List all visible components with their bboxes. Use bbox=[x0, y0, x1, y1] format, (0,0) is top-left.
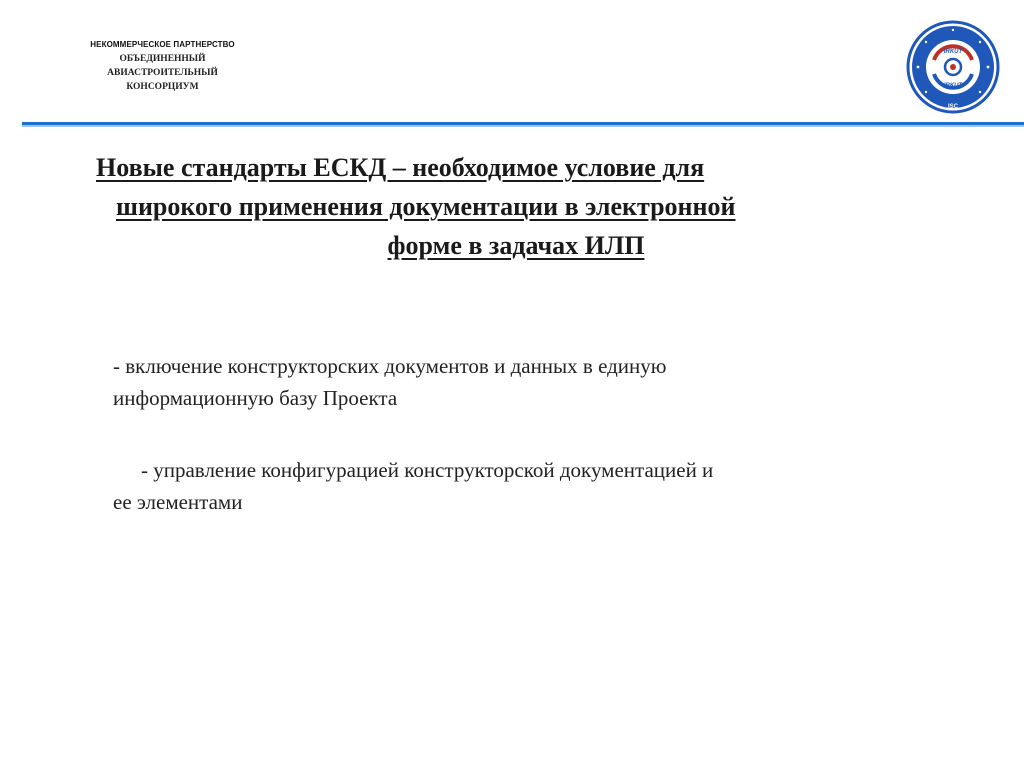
org-name-line: ОБЪЕДИНЕННЫЙ bbox=[119, 54, 206, 64]
slide-title bbox=[96, 148, 936, 265]
bullet-text: - управление конфигурацией конструкторской документацией и bbox=[141, 458, 714, 482]
bullet-item bbox=[113, 454, 933, 518]
org-name-line: АВИАСТРОИТЕЛЬНЫЙ bbox=[107, 68, 218, 78]
bullet-text: ее элементами bbox=[113, 490, 243, 514]
association-seal-logo bbox=[906, 20, 1000, 114]
org-name-block bbox=[60, 38, 265, 94]
bullet-item bbox=[113, 350, 933, 414]
title-line: Новые стандарты ЕСКД – необходимое условие для bbox=[96, 153, 705, 182]
org-name-line: НЕКОММЕРЧЕСКОЕ ПАРТНЕРСТВО bbox=[90, 40, 235, 49]
bullet-text: - включение конструкторских документов и данных в единую bbox=[113, 354, 667, 378]
org-name-line: КОНСОРЦИУМ bbox=[126, 82, 199, 92]
logo-inner-top: IRKUT bbox=[943, 49, 963, 55]
title-line: широкого применения документации в электронной bbox=[116, 192, 736, 221]
logo-inner-bottom: IRKUT bbox=[943, 83, 963, 89]
title-line: форме в задачах ИЛП bbox=[387, 231, 645, 260]
header-divider-light bbox=[22, 125, 1024, 127]
logo-bottom-text: ISC bbox=[947, 104, 959, 110]
bullet-text: информационную базу Проекта bbox=[113, 386, 398, 410]
